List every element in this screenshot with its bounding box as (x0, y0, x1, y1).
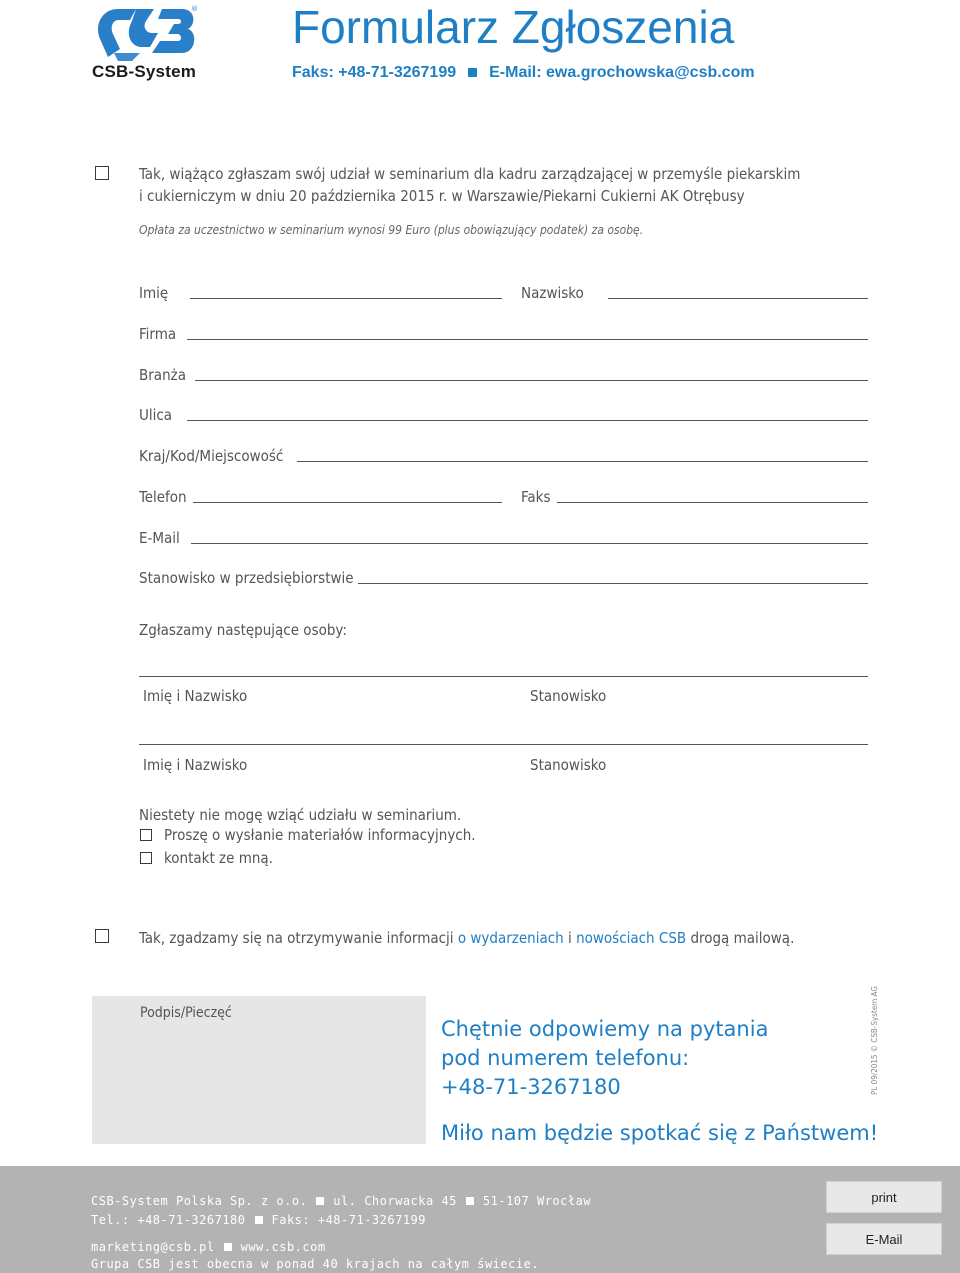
person-2-name-label: Imię i Nazwisko (143, 756, 248, 774)
header-contact (292, 64, 755, 82)
field-label-kraj: Kraj/Kod/Miejscowość (139, 447, 284, 465)
footer-tel: Tel.: +48-71-3267180 (91, 1213, 246, 1227)
newsletter-text (139, 929, 794, 947)
field-label-email: E-Mail (139, 529, 180, 547)
footer-email[interactable]: marketing@csb.pl (91, 1240, 215, 1254)
header-fax: Faks: +48-71-3267199 (292, 64, 457, 81)
signature-box[interactable] (92, 996, 426, 1144)
newsletter-checkbox[interactable] (95, 929, 109, 943)
footer-company: CSB-System Polska Sp. z o.o. (91, 1194, 308, 1208)
version-note: PL 09/2015 © CSB-System AG (870, 986, 879, 1095)
footer-links (91, 1240, 326, 1254)
square-bullet-icon (255, 1216, 263, 1224)
field-label-imie: Imię (139, 284, 169, 302)
footer-fax: Faks: +48-71-3267199 (271, 1213, 426, 1227)
header-email[interactable]: E-Mail: ewa.grochowska@csb.com (489, 64, 755, 81)
help-text (441, 1015, 768, 1102)
footer-web[interactable]: www.csb.com (240, 1240, 326, 1254)
field-nazwisko-input[interactable] (608, 298, 868, 299)
square-bullet-icon (468, 68, 477, 77)
square-bullet-icon (316, 1197, 324, 1205)
signature-label: Podpis/Pieczęć (140, 1005, 232, 1021)
field-label-faks: Faks (521, 488, 551, 506)
consent-line-1: Tak, wiążąco zgłaszam swój udział w seminarium dla kadru zarządzającej w przemyśle piekarskim (139, 165, 801, 183)
persons-heading: Zgłaszamy następujące osoby: (139, 621, 347, 639)
contact-option-label: kontakt ze mną. (164, 849, 273, 867)
newsletter-link-events: o wydarzeniach (457, 929, 564, 947)
contact-checkbox[interactable] (140, 852, 152, 864)
newsletter-text-1: Tak, zgadzamy się na otrzymywanie informacji (139, 929, 458, 947)
footer (0, 1166, 960, 1273)
field-stanowisko-input[interactable] (358, 583, 868, 584)
field-kraj-input[interactable] (297, 461, 868, 462)
newsletter-link-news: nowościach CSB (576, 929, 687, 947)
fee-note: Opłata za uczestnictwo w seminarium wynosi 99 Euro (plus obowiązujący podatek) za osobę. (139, 223, 644, 237)
materials-option-label: Proszę o wysłanie materiałów informacyjnych. (164, 826, 476, 844)
consent-checkbox[interactable] (95, 166, 109, 180)
field-label-firma: Firma (139, 325, 177, 343)
square-bullet-icon (224, 1243, 232, 1251)
footer-street: ul. Chorwacka 45 (333, 1194, 457, 1208)
footer-address (91, 1194, 591, 1208)
field-faks-input[interactable] (557, 502, 868, 503)
closing-text: Miło nam będzie spotkać się z Państwem! (441, 1121, 879, 1145)
help-line-1: Chętnie odpowiemy na pytania (441, 1017, 769, 1041)
svg-text:®: ® (191, 5, 198, 13)
field-label-ulica: Ulica (139, 406, 173, 424)
person-2-position-label: Stanowisko (530, 756, 607, 774)
field-imie-input[interactable] (190, 298, 502, 299)
help-phone: +48-71-3267180 (441, 1075, 621, 1099)
person-1-name-label: Imię i Nazwisko (143, 687, 248, 705)
field-label-branza: Branża (139, 366, 186, 384)
footer-phones (91, 1213, 426, 1227)
footer-city: 51-107 Wrocław (482, 1194, 592, 1208)
consent-line-2: i cukierniczym w dniu 20 października 2015 r. w Warszawie/Piekarni Cukierni AK Otrębusy (139, 187, 745, 205)
field-label-stanowisko: Stanowisko w przedsiębiorstwie (139, 569, 354, 587)
decline-text: Niestety nie mogę wziąć udziału w seminarium. (139, 806, 462, 824)
form-title: Formularz Zgłoszenia (292, 1, 735, 53)
footer-tagline: Grupa CSB jest obecna w ponad 40 krajach na całym świecie. (91, 1257, 540, 1271)
email-button[interactable]: E-Mail (826, 1223, 942, 1255)
field-firma-input[interactable] (187, 339, 868, 340)
logo-text: CSB-System (92, 62, 197, 81)
print-button[interactable]: print (826, 1181, 942, 1213)
person-1-position-label: Stanowisko (530, 687, 607, 705)
newsletter-text-2: i (563, 929, 577, 947)
square-bullet-icon (466, 1197, 474, 1205)
field-branza-input[interactable] (195, 380, 868, 381)
help-line-2: pod numerem telefonu: (441, 1046, 690, 1070)
newsletter-text-3: drogą mailową. (686, 929, 795, 947)
person-1-input[interactable] (139, 676, 868, 677)
field-ulica-input[interactable] (187, 420, 868, 421)
field-telefon-input[interactable] (193, 502, 502, 503)
field-email-input[interactable] (191, 543, 868, 544)
person-2-input[interactable] (139, 744, 868, 745)
materials-checkbox[interactable] (140, 829, 152, 841)
field-label-nazwisko: Nazwisko (521, 284, 584, 302)
field-label-telefon: Telefon (139, 488, 187, 506)
